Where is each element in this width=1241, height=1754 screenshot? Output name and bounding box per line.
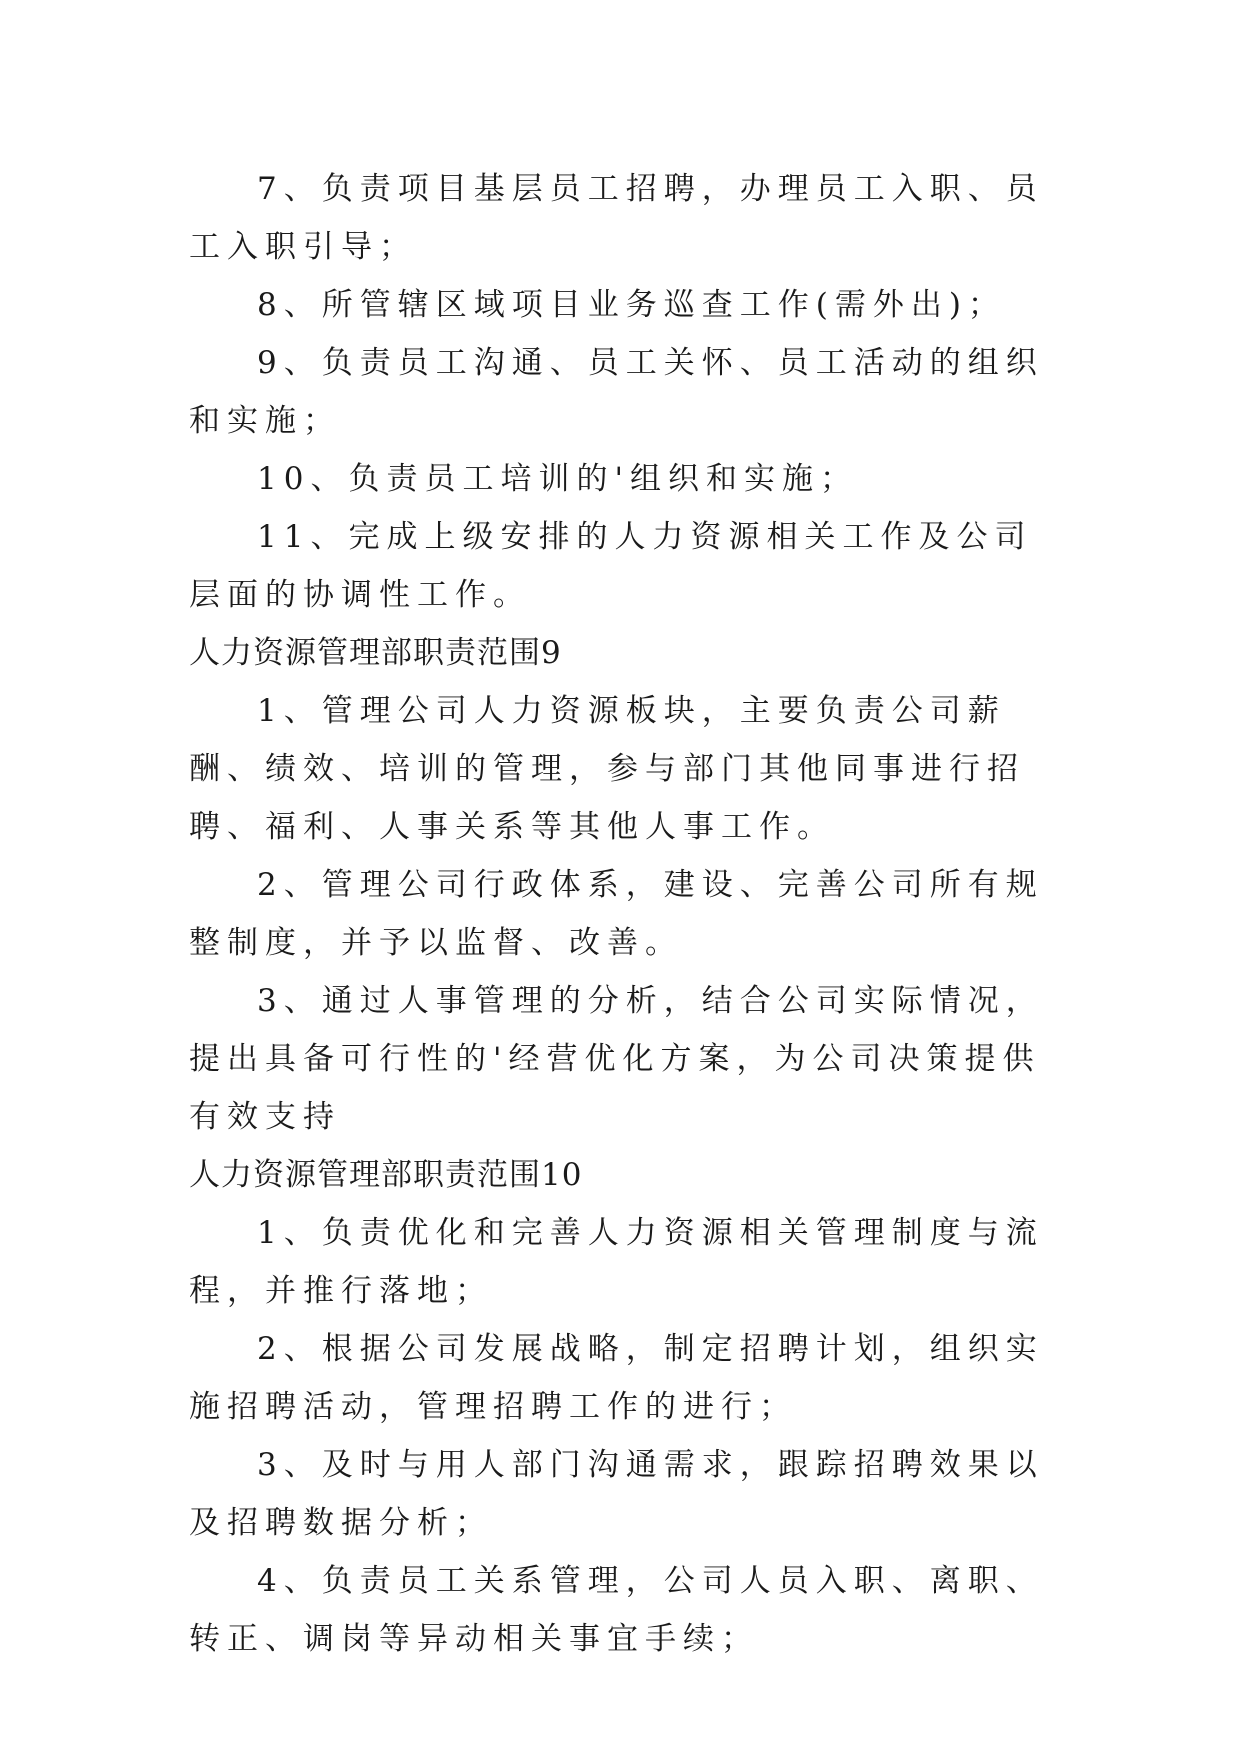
item-8: 8、所管辖区域项目业务巡查工作(需外出)； [257, 287, 1006, 323]
item-7: 7、负责项目基层员工招聘，办理员工入职、员工入职引导； [189, 171, 1044, 265]
s10-item-3: 3、及时与用人部门沟通需求，跟踪招聘效果以及招聘数据分析； [189, 1447, 1044, 1541]
document-body [189, 160, 1069, 1668]
item-9: 9、负责员工沟通、员工关怀、员工活动的组织和实施； [189, 345, 1044, 439]
s10-item-2: 2、根据公司发展战略，制定招聘计划，组织实施招聘活动，管理招聘工作的进行； [189, 1331, 1044, 1425]
s9-item-3: 3、通过人事管理的分析，结合公司实际情况，提出具备可行性的'经营优化方案，为公司决策提供有效支持 [189, 983, 1044, 1135]
s10-item-4: 4、负责员工关系管理，公司人员入职、离职、转正、调岗等异动相关事宜手续； [189, 1563, 1044, 1657]
s10-item-1: 1、负责优化和完善人力资源相关管理制度与流程，并推行落地； [189, 1215, 1044, 1309]
item-10: 10、负责员工培训的'组织和实施； [257, 461, 858, 497]
section-9-heading: 人力资源管理部职责范围9 [189, 635, 562, 671]
item-11: 11、完成上级安排的人力资源相关工作及公司层面的协调性工作。 [189, 519, 1033, 613]
section-10-heading: 人力资源管理部职责范围10 [189, 1157, 583, 1193]
s9-item-1: 1、管理公司人力资源板块，主要负责公司薪酬、绩效、培训的管理，参与部门其他同事进行招聘、福利、人事关系等其他人事工作。 [189, 693, 1025, 845]
s9-item-2: 2、管理公司行政体系，建设、完善公司所有规整制度，并予以监督、改善。 [189, 867, 1044, 961]
